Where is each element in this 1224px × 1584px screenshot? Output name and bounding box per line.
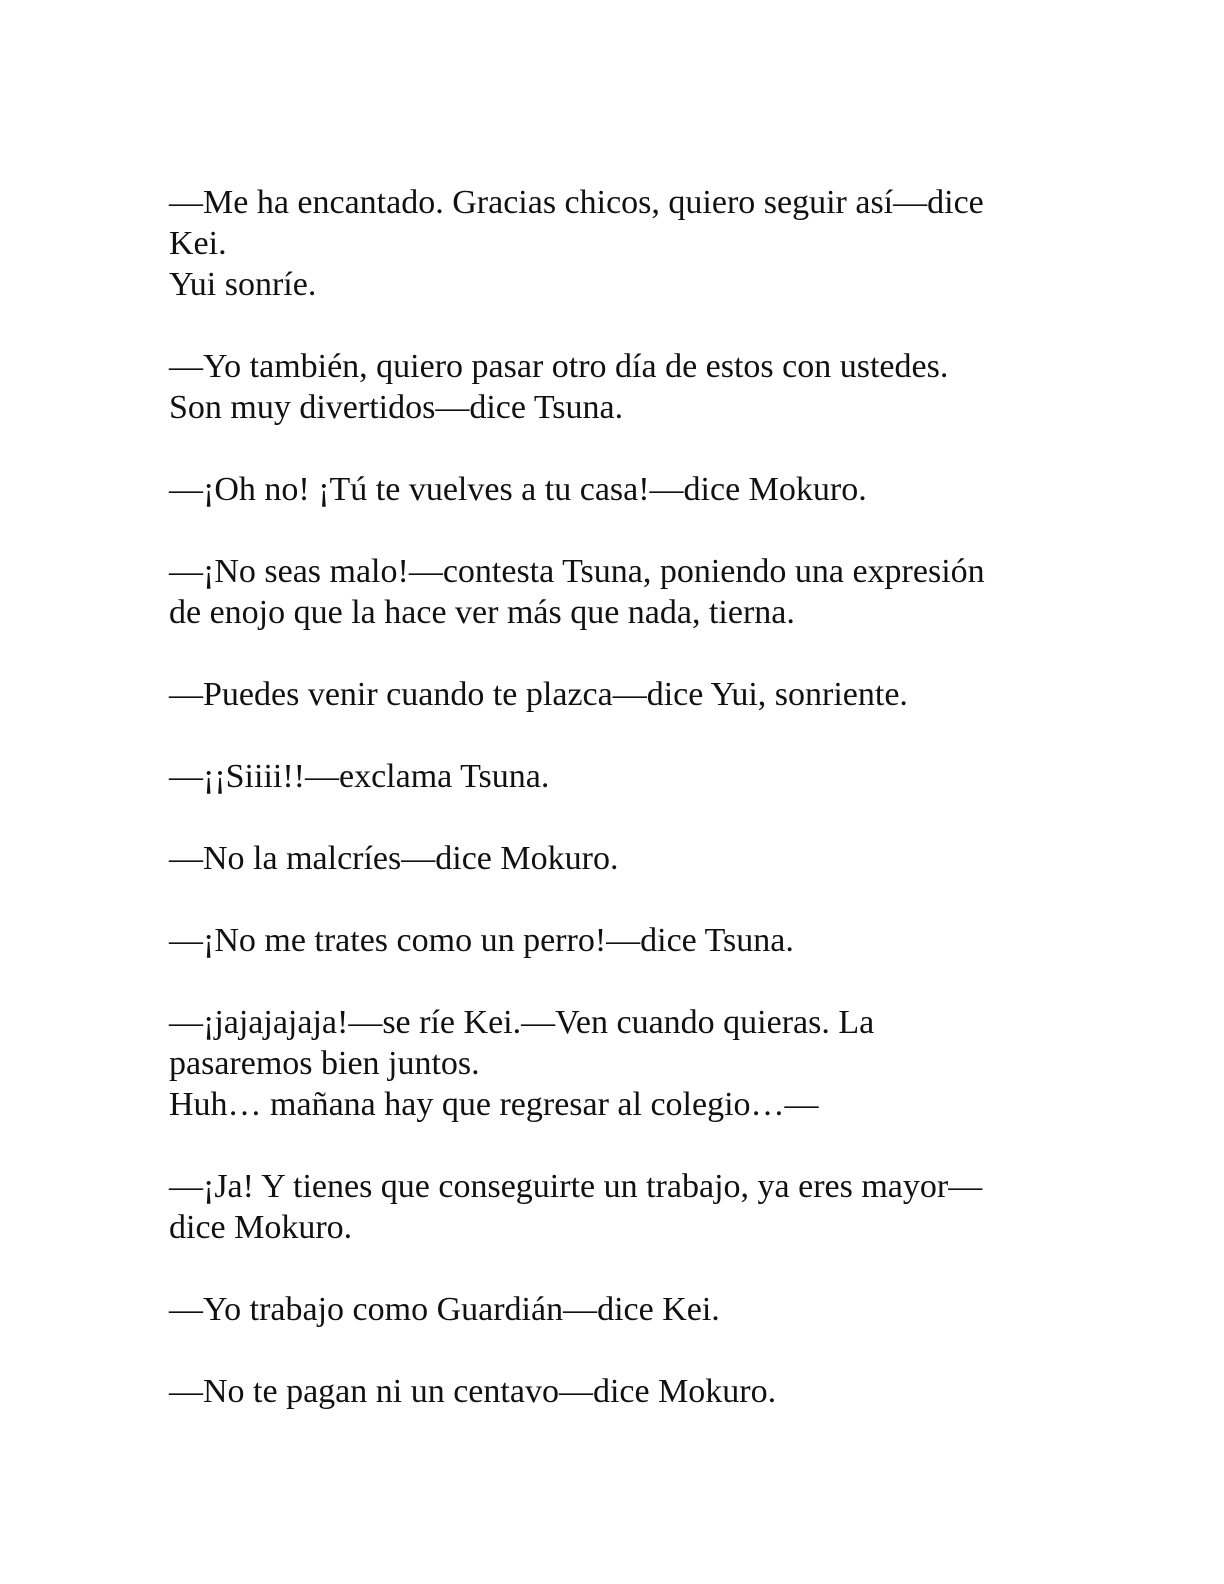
text-line: —Yo trabajo como Guardián—dice Kei. <box>169 1291 720 1328</box>
text-line: —¡jajajajaja!—se ríe Kei.—Ven cuando quieras. La <box>169 1004 875 1041</box>
paragraph-gap <box>169 510 1049 551</box>
text-line: —Puedes venir cuando te plazca—dice Yui, sonriente. <box>169 676 908 713</box>
text-line: pasaremos bien juntos. <box>169 1045 480 1082</box>
text-line: —Yo también, quiero pasar otro día de estos con ustedes. <box>169 348 949 385</box>
paragraph-gap <box>169 1330 1049 1371</box>
paragraph-gap <box>169 961 1049 1002</box>
text-line: —¡Ja! Y tienes que conseguirte un trabajo, ya eres mayor— <box>169 1168 983 1205</box>
text-line: —Me ha encantado. Gracias chicos, quiero seguir así—dice <box>169 184 984 221</box>
text-line: Son muy divertidos—dice Tsuna. <box>169 389 624 426</box>
text-line: Yui sonríe. <box>169 266 317 303</box>
text-line: —¡No me trates como un perro!—dice Tsuna. <box>169 922 794 959</box>
paragraph-gap <box>169 1125 1049 1166</box>
body-text <box>169 182 1049 1412</box>
paragraph-gap <box>169 1248 1049 1289</box>
paragraph-gap <box>169 428 1049 469</box>
text-line: de enojo que la hace ver más que nada, tierna. <box>169 594 795 631</box>
paragraph-gap <box>169 879 1049 920</box>
text-line: —No te pagan ni un centavo—dice Mokuro. <box>169 1373 777 1410</box>
text-line: —¡¡Siiii!!—exclama Tsuna. <box>169 758 550 795</box>
text-line: Huh… mañana hay que regresar al colegio…— <box>169 1086 819 1123</box>
text-line: —¡No seas malo!—contesta Tsuna, poniendo una expresión <box>169 553 985 590</box>
text-line: —¡Oh no! ¡Tú te vuelves a tu casa!—dice Mokuro. <box>169 471 867 508</box>
paragraph-gap <box>169 715 1049 756</box>
text-line: dice Mokuro. <box>169 1209 353 1246</box>
paragraph-gap <box>169 305 1049 346</box>
paragraph-gap <box>169 633 1049 674</box>
paragraph-gap <box>169 797 1049 838</box>
text-line: Kei. <box>169 225 227 262</box>
text-line: —No la malcríes—dice Mokuro. <box>169 840 619 877</box>
